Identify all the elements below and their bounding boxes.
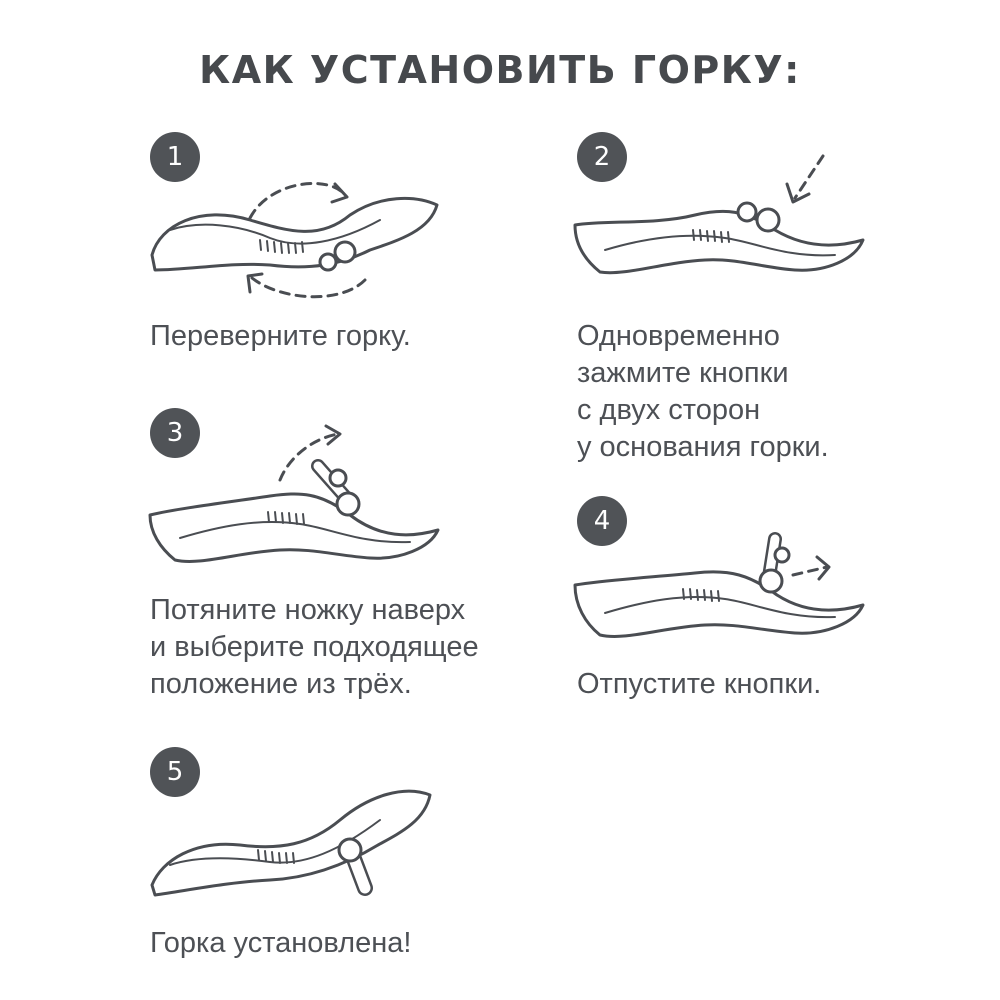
step-1-flip-slide-illustration: [140, 170, 450, 310]
step-3-caption: [150, 592, 479, 703]
step-1-number-badge: 1: [150, 132, 200, 182]
caption-line: у основания горки.: [577, 431, 829, 463]
step-4-number-badge: 4: [577, 496, 627, 546]
page-title: КАК УСТАНОВИТЬ ГОРКУ:: [199, 48, 801, 92]
caption-line: Одновременно: [577, 320, 780, 352]
caption-line: положение из трёх.: [150, 668, 412, 700]
caption-line: Потяните ножку наверх: [150, 594, 466, 626]
caption-line: и выберите подходящее: [150, 631, 479, 663]
step-1-caption: [150, 318, 411, 355]
caption-line: Отпустите кнопки.: [577, 668, 822, 700]
caption-line: Горка установлена!: [150, 927, 412, 959]
step-5-installed-slide-illustration: [140, 770, 450, 920]
step-2-number-badge: 2: [577, 132, 627, 182]
step-4-release-buttons-illustration: [565, 525, 875, 655]
step-3-number-badge: 3: [150, 408, 200, 458]
step-4-caption: [577, 666, 821, 703]
step-3-pull-leg-illustration: [140, 420, 450, 570]
step-5-caption: [150, 925, 411, 962]
step-2-press-buttons-illustration: [565, 150, 875, 290]
step-5-number-badge: 5: [150, 747, 200, 797]
caption-line: с двух сторон: [577, 394, 761, 426]
step-2-caption: [577, 318, 829, 466]
caption-line: зажмите кнопки: [577, 357, 789, 389]
caption-line: Переверните горку.: [150, 320, 411, 352]
